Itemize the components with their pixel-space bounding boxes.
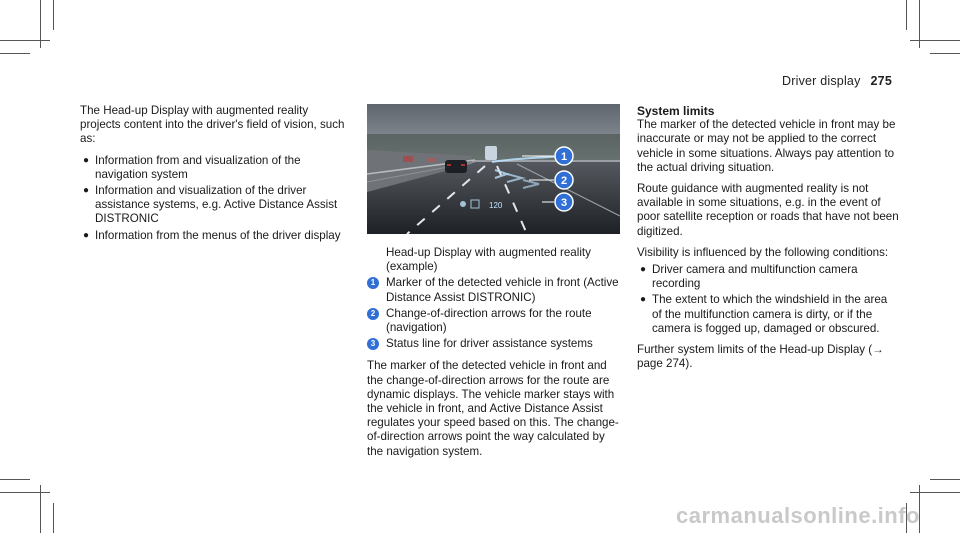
page-header bbox=[782, 74, 892, 88]
figure-body-text: The marker of the detected vehicle in front and the change-of-direction arrows for the route are dynamic displays. The vehicle marker stays with the vehicle in front, and Active Distance Assist regulates your speed based on this. The change-of-direction arrows point the way calculated by the navigation system. bbox=[367, 359, 619, 458]
watermark: carmanualsonline.info bbox=[676, 503, 920, 528]
list-item: ● Information from the menus of the driver display bbox=[83, 228, 341, 242]
crop-mark bbox=[53, 0, 54, 30]
bullet-icon: ● bbox=[83, 185, 90, 197]
page-reference-link[interactable]: Further system limits of the Head-up Display (→ page 274). bbox=[637, 343, 884, 371]
list-item: ● Information from and visualization of the navigation system bbox=[83, 153, 301, 181]
list-item: ● Driver camera and multifunction camera recording bbox=[640, 263, 858, 291]
figure-column bbox=[367, 104, 620, 466]
bullet-icon: ● bbox=[83, 154, 90, 166]
limits-column bbox=[637, 104, 899, 378]
intro-column bbox=[80, 104, 345, 245]
list-item: ● The extent to which the windshield in the area of the multifunction camera is dirty, or if the camera is fogged up, damaged or obscured. bbox=[640, 293, 888, 335]
svg-text:2: 2 bbox=[560, 175, 568, 187]
legend-item: 1 Marker of the detected vehicle in front (Active Distance Assist DISTRONIC) bbox=[367, 276, 620, 304]
callout-number-icon: 1 bbox=[367, 277, 379, 289]
feature-list bbox=[80, 154, 345, 243]
crop-mark bbox=[0, 53, 30, 54]
list-item: ● Information and visualization of the driver assistance systems, e.g. Active Distance Assist DISTRONIC bbox=[83, 184, 338, 226]
conditions-list bbox=[637, 263, 899, 336]
svg-text:1: 1 bbox=[560, 151, 568, 163]
svg-text:3: 3 bbox=[560, 197, 568, 209]
legend-item: 2 Change-of-direction arrows for the route (navigation) bbox=[367, 307, 620, 335]
page-number: 275 bbox=[870, 74, 892, 88]
callout-number-icon: 2 bbox=[367, 308, 379, 320]
intro-text: The Head-up Display with augmented reality projects content into the driver's field of vision, such as: bbox=[80, 104, 345, 146]
bullet-icon: ● bbox=[640, 264, 647, 276]
crop-mark bbox=[910, 492, 960, 493]
crop-mark bbox=[930, 53, 960, 54]
limits-paragraph: Visibility is influenced by the following conditions: bbox=[637, 245, 889, 259]
legend-item: 3 Status line for driver assistance systems bbox=[367, 337, 620, 351]
bullet-icon: ● bbox=[640, 294, 647, 306]
crop-mark bbox=[910, 40, 960, 41]
hud-photo bbox=[367, 104, 620, 234]
section-title: Driver display bbox=[782, 74, 861, 88]
limits-paragraph: Route guidance with augmented reality is not available in some situations, e.g. in the event of poor satellite reception or roads that have not been digitized. bbox=[637, 182, 899, 238]
crop-mark bbox=[0, 40, 50, 41]
callout-1 bbox=[555, 147, 573, 165]
crop-mark bbox=[906, 0, 907, 30]
crop-mark bbox=[930, 479, 960, 480]
callout-3 bbox=[555, 193, 573, 211]
hud-road-scene bbox=[367, 104, 620, 234]
crop-mark bbox=[53, 503, 54, 533]
bullet-icon: ● bbox=[83, 229, 90, 241]
limits-paragraph: The marker of the detected vehicle in front may be inaccurate or may not be applied to the correct vehicle in some situations. Always pay attention to the actual driving situation. bbox=[637, 118, 896, 174]
hud-speed: 120 bbox=[489, 201, 503, 210]
crop-mark bbox=[0, 479, 30, 480]
crop-mark bbox=[0, 492, 50, 493]
callout-number-icon: 3 bbox=[367, 338, 379, 350]
section-heading: System limits bbox=[637, 104, 715, 118]
callout-2 bbox=[555, 171, 573, 189]
figure-caption: Head-up Display with augmented reality (example) bbox=[386, 246, 591, 274]
